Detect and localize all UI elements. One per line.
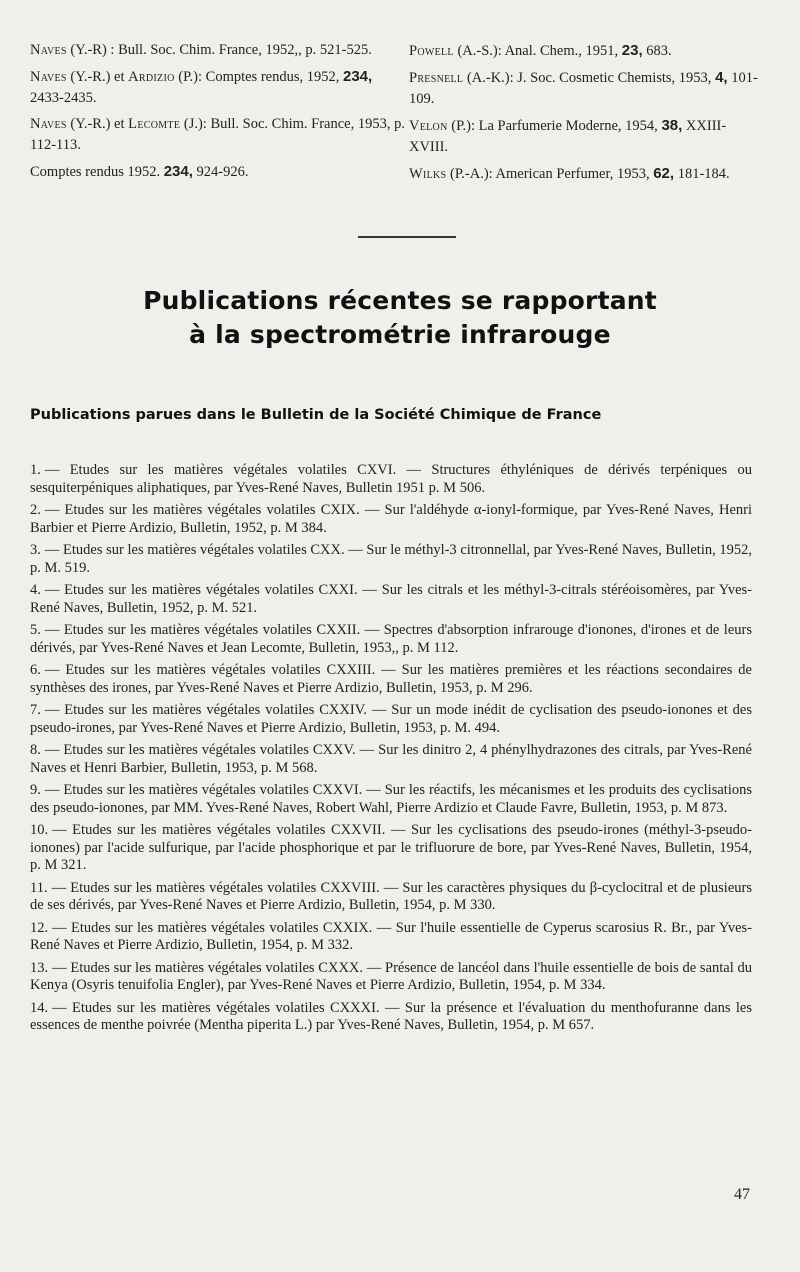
- section-heading: Publications parues dans le Bulletin de la Société Chimique de France: [30, 407, 602, 423]
- reference-column-left: [30, 40, 407, 190]
- reference-item: Naves (Y.-R.) et Lecomte (J.): Bull. Soc. Chim. France, 1953, p. 112-113.: [30, 116, 405, 153]
- reference-list: [30, 40, 760, 190]
- separator-rule: [358, 236, 456, 238]
- publication-entry: 2. — Etudes sur les matières végétales volatiles CXIX. — Sur l'aldéhyde α-ionyl-formique, par Yves-René Naves, Henri Barbier et Pierre Ardizio, Bulletin, 1952, p. M 384.: [30, 502, 752, 536]
- publication-entry: 12. — Etudes sur les matières végétales volatiles CXXIX. — Sur l'huile essentielle de Cyperus scarosius R. Br., par Yves-René Naves et Pierre Ardizio, Bulletin, 1954, p. M 332.: [30, 919, 752, 953]
- publication-list: [30, 462, 752, 1040]
- publication-entry: 4. — Etudes sur les matières végétales volatiles CXXI. — Sur les citrals et les méthyl-3-citrals stéréoisomères, par Yves-René Naves, Bulletin, 1952, p. M. 521.: [30, 582, 752, 616]
- reference-item: Velon (P.): La Parfumerie Moderne, 1954, 38, XXIII-XVIII.: [408, 117, 727, 155]
- publication-entry: 14. — Etudes sur les matières végétales volatiles CXXXI. — Sur la présence et l'évaluation du menthofuranne dans les essences de menthe poivrée (Mentha piperita L.) par Yves-René Naves, Bulletin, 1954, p. M 657.: [30, 999, 752, 1033]
- publication-entry: 7. — Etudes sur les matières végétales volatiles CXXIV. — Sur un mode inédit de cyclisation des pseudo-ionones et des pseudo-irones, par Yves-René Naves et Pierre Ardizio, Bulletin, 1953, p. M. 494.: [30, 702, 752, 736]
- publication-entry: 9. — Etudes sur les matières végétales volatiles CXXVI. — Sur les réactifs, les mécanismes et les produits des cyclisations des pseudo-ionones, par MM. Yves-René Naves, Robert Wahl, Pierre Ardizio et Claude Favre, Bulletin, 1953, p. M 873.: [30, 782, 752, 816]
- page-title: [0, 284, 800, 352]
- title-line-1: Publications récentes se rapportant: [143, 286, 657, 315]
- publication-entry: 10. — Etudes sur les matières végétales volatiles CXXVII. — Sur les cyclisations des pseudo-irones (méthyl-3-pseudo-ionones) par l'acide sulfurique, par l'acide phosphorique et par le trifluorure de bore, par Yves-René Naves, Bulletin, 1954, p. M 321.: [30, 822, 752, 873]
- publication-entry: 6. — Etudes sur les matières végétales volatiles CXXIII. — Sur les matières premières et les réactions secondaires de synthèses des irones, par Yves-René Naves et Pierre Ardizio, Bulletin, 1953, p. M 296.: [30, 662, 752, 696]
- reference-column-right: [407, 40, 760, 190]
- page-number: 47: [734, 1186, 750, 1203]
- reference-item: Naves (Y.-R) : Bull. Soc. Chim. France, 1952,, p. 521-525.: [30, 42, 372, 58]
- publication-entry: 5. — Etudes sur les matières végétales volatiles CXXII. — Spectres d'absorption infrarouge d'ionones, d'irones et de leurs dérivés, par Yves-René Naves et Jean Lecomte, Bulletin, 1953,, p. M 112.: [30, 622, 752, 656]
- publication-entry: 1. — Etudes sur les matières végétales volatiles CXVI. — Structures éthyléniques de dérivés terpéniques ou sesquiterpéniques aliphatiques, par Yves-René Naves, Bulletin 1951 p. M 506.: [30, 462, 752, 496]
- reference-item: Powell (A.-S.): Anal. Chem., 1951, 23, 683.: [408, 42, 672, 59]
- publication-entry: 8. — Etudes sur les matières végétales volatiles CXXV. — Sur les dinitro 2, 4 phénylhydrazones des citrals, par Yves-René Naves et Henri Barbier, Bulletin, 1953, p. M 568.: [30, 742, 752, 776]
- publication-entry: 13. — Etudes sur les matières végétales volatiles CXXX. — Présence de lancéol dans l'huile essentielle de bois de santal du Kenya (Osyris tenuifolia Engler), par Yves-René Naves et Pierre Ardizio, Bulletin, 1954, p. M 334.: [30, 959, 752, 993]
- reference-item: Naves (Y.-R.) et Ardizio (P.): Comptes rendus, 1952, 234, 2433-2435.: [30, 68, 373, 106]
- title-line-2: à la spectrométrie infrarouge: [189, 320, 611, 349]
- reference-item: Wilks (P.-A.): American Perfumer, 1953, 62, 181-184.: [408, 165, 730, 182]
- publication-entry: 11. — Etudes sur les matières végétales volatiles CXXVIII. — Sur les caractères physiques du β-cyclocitral et de plusieurs de ses dérivés, par Yves-René Naves et Pierre Ardizio, Bulletin, 1954, p. M 330.: [30, 879, 752, 913]
- publication-entry: 3. — Etudes sur les matières végétales volatiles CXX. — Sur le méthyl-3 citronnellal, par Yves-René Naves, Bulletin, 1952, p. M. 519.: [30, 542, 752, 576]
- reference-item: Presnell (A.-K.): J. Soc. Cosmetic Chemists, 1953, 4, 101-109.: [408, 69, 758, 107]
- reference-item: Comptes rendus 1952. 234, 924-926.: [30, 163, 249, 180]
